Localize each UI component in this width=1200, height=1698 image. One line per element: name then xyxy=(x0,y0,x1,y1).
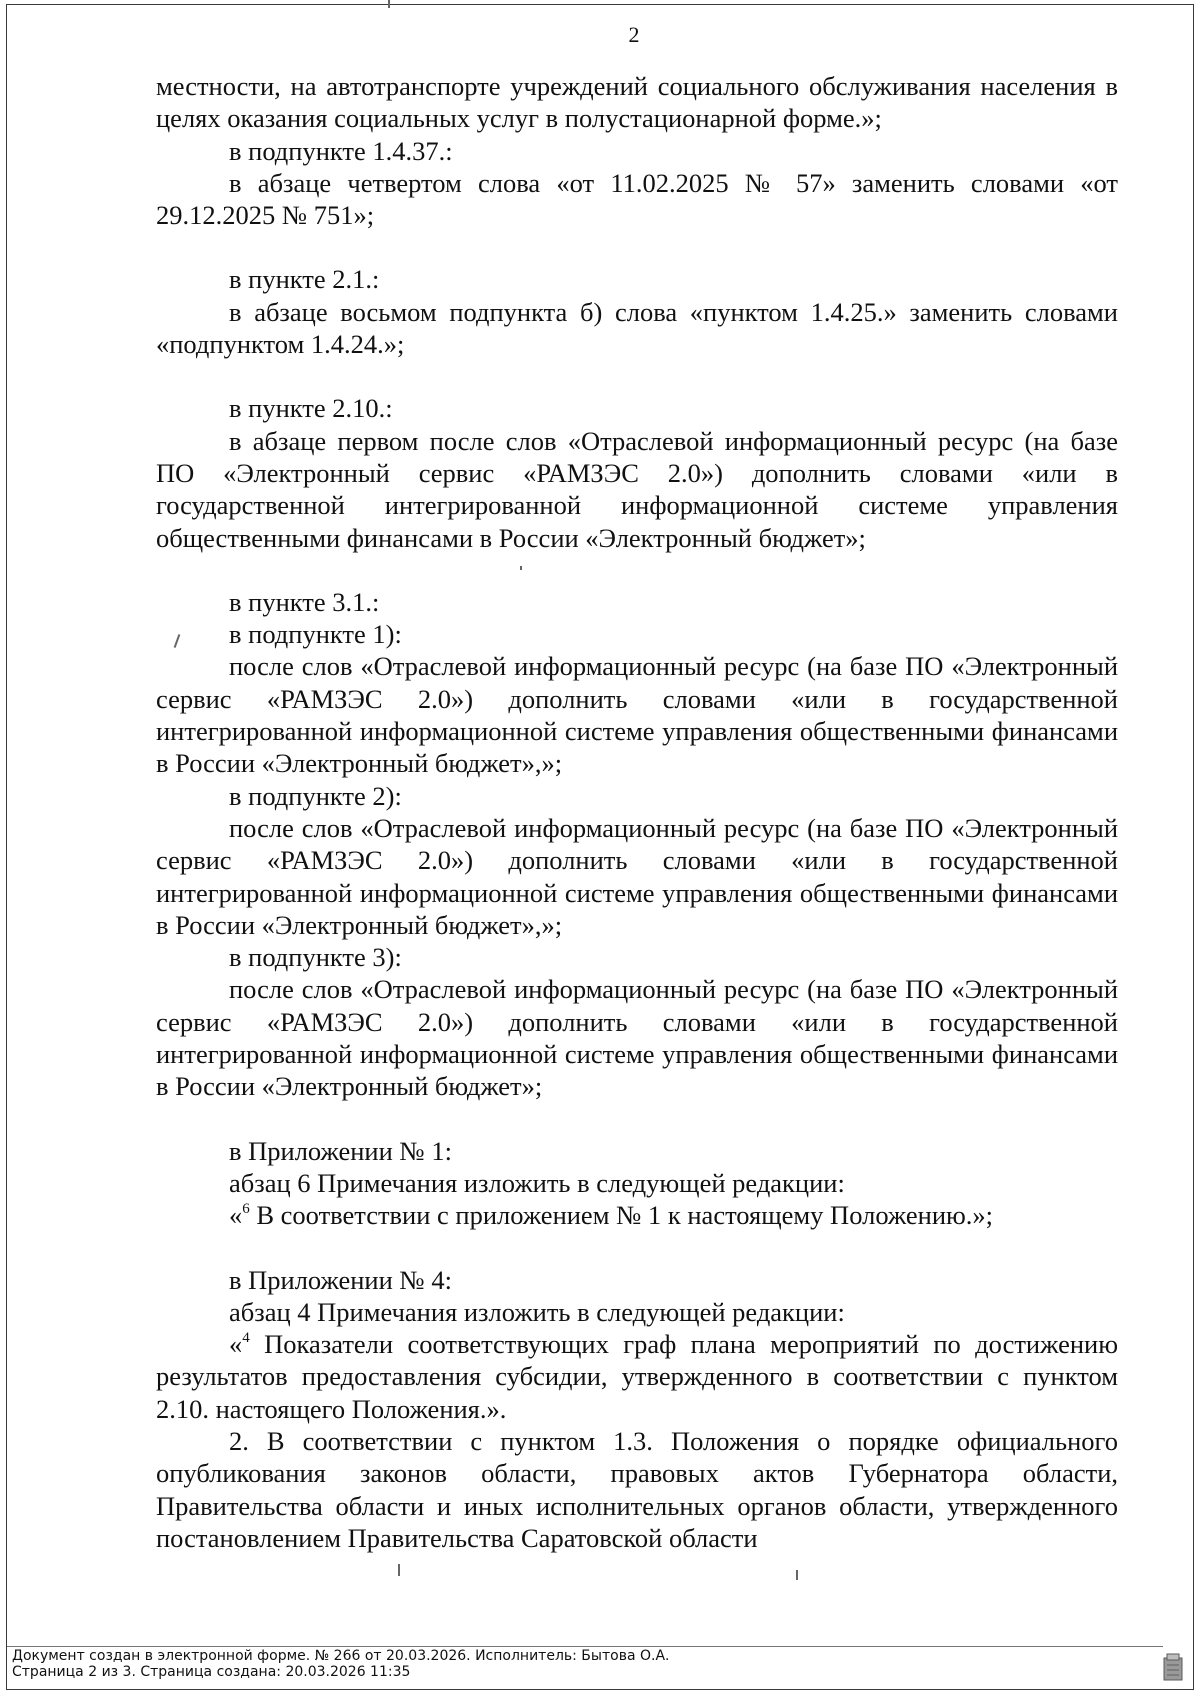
footer-line-2: Страница 2 из 3. Страница создана: 20.03.2026 11:35 xyxy=(12,1664,411,1680)
scan-artifact xyxy=(520,566,522,570)
paragraph: в пункте 2.1.: xyxy=(229,264,380,295)
footnote-text: В соответствии с приложением № 1 к настоящему Положению.»; xyxy=(249,1200,994,1231)
spacer xyxy=(156,231,1118,263)
paragraph: после слов «Отраслевой информационный ресурс (на базе ПО «Электронный сервис «РАМЗЭС 2.0») дополнить словами «или в государственной интегрированной информационной системе управления общественными финансами в России «Электронный бюджет»,»; xyxy=(156,651,1118,779)
paragraph: в пункте 2.10.: xyxy=(229,393,393,424)
footnote-marker: 6 xyxy=(242,1201,250,1218)
footer-line-1: Документ создан в электронной форме. № 266 от 20.03.2026. Исполнитель: Бытова О.А. xyxy=(12,1648,670,1664)
paragraph: в Приложении № 1: xyxy=(229,1135,452,1166)
paragraph: в подпункте 1): xyxy=(229,619,402,650)
paragraph: в подпункте 3): xyxy=(229,942,402,973)
document-footer xyxy=(12,1648,669,1680)
scan-artifact xyxy=(398,1564,400,1576)
paragraph: абзац 4 Примечания изложить в следующей редакции: xyxy=(229,1296,845,1327)
paragraph: в пункте 3.1.: xyxy=(229,586,380,617)
spacer xyxy=(156,360,1118,392)
footnote-text: Показатели соответствующих граф плана мероприятий по достижению результатов предоставления субсидии, утвержденного в соответствии с пунктом 2.10. настоящего Положения.». xyxy=(156,1329,1118,1424)
paragraph: в абзаце четвертом слова «от 11.02.2025 № 57» заменить словами «от 29.12.2025 № 751»; xyxy=(156,167,1118,231)
paragraph: абзац 6 Примечания изложить в следующей редакции: xyxy=(229,1167,845,1198)
footer-divider xyxy=(7,1646,1163,1647)
scan-artifact xyxy=(796,1570,798,1580)
document-stamp-icon xyxy=(1162,1652,1184,1682)
scan-artifact xyxy=(388,0,390,8)
spacer xyxy=(156,1232,1118,1264)
page-number: 2 xyxy=(628,22,640,47)
footnote-marker: 4 xyxy=(242,1330,250,1347)
paragraph: в Приложении № 4: xyxy=(229,1264,452,1295)
paragraph-footnote-4 xyxy=(156,1328,1118,1425)
paragraph: местности, на автотранспорте учреждений социального обслуживания населения в целях оказания социальных услуг в полустационарной форме.»; xyxy=(156,71,1118,134)
paragraph: после слов «Отраслевой информационный ресурс (на базе ПО «Электронный сервис «РАМЗЭС 2.0») дополнить словами «или в государственной интегрированной информационной системе управления общественными финансами в России «Электронный бюджет»; xyxy=(156,974,1118,1102)
spacer xyxy=(156,554,1118,586)
open-quote: « xyxy=(229,1329,243,1360)
document-body xyxy=(156,70,1118,1554)
paragraph: после слов «Отраслевой информационный ресурс (на базе ПО «Электронный сервис «РАМЗЭС 2.0») дополнить словами «или в государственной интегрированной информационной системе управления общественными финансами в России «Электронный бюджет»,»; xyxy=(156,812,1118,940)
paragraph: 2. В соответствии с пунктом 1.3. Положения о порядке официального опубликования законов области, правовых актов Губернатора области, Правительства области и иных исполнительных органов области, утвержденного постановлением Правительства Саратовской области xyxy=(156,1425,1118,1553)
paragraph: в подпункте 1.4.37.: xyxy=(229,135,453,166)
paragraph-footnote-6 xyxy=(156,1199,1118,1231)
spacer xyxy=(156,1103,1118,1135)
open-quote: « xyxy=(229,1200,243,1231)
paragraph: в абзаце восьмом подпункта б) слова «пунктом 1.4.25.» заменить словами «подпунктом 1.4.24.»; xyxy=(156,296,1118,360)
paragraph: в абзаце первом после слов «Отраслевой информационный ресурс (на базе ПО «Электронный сервис «РАМЗЭС 2.0») дополнить словами «или в государственной интегрированной информационной системе управления общественными финансами в России «Электронный бюджет»; xyxy=(156,425,1118,553)
paragraph: в подпункте 2): xyxy=(229,780,402,811)
